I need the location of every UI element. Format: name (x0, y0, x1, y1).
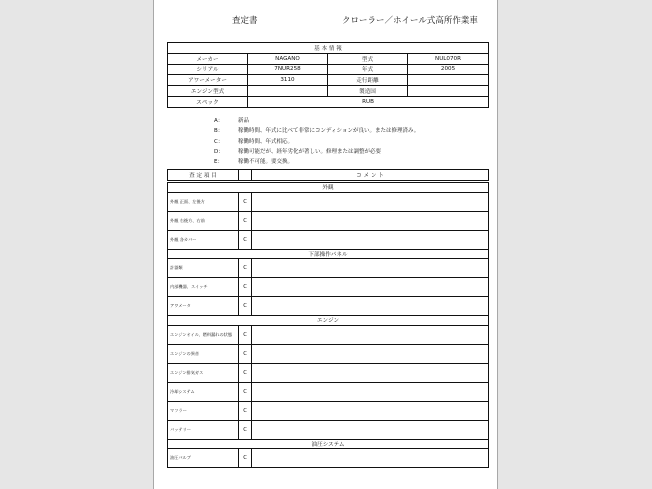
inspection-item-comment (252, 259, 489, 278)
inspection-item-grade: C (239, 278, 252, 297)
table-row (168, 86, 489, 97)
mileage-value (408, 75, 489, 86)
table-row (168, 420, 489, 439)
list-item (214, 156, 419, 166)
section-title-hydraulic: 油圧システム (168, 439, 489, 449)
serial-value: 7NUR258 (248, 64, 328, 75)
table-row (168, 297, 489, 316)
inspection-item-grade: C (239, 420, 252, 439)
inspection-item-grade: C (239, 449, 252, 468)
table-row (168, 325, 489, 344)
table-row (168, 192, 489, 211)
inspection-item-name: エンジンの異音 (168, 344, 239, 363)
inspection-item-name: 外観 各カバー (168, 230, 239, 249)
grade-code: A： (214, 118, 224, 125)
inspection-header-table (167, 169, 489, 181)
grade-code: C： (214, 138, 224, 145)
grade-description: 稼働不可能。要交換。 (238, 159, 294, 166)
comment-header: コ メ ン ト (252, 170, 489, 181)
grade-header (239, 170, 252, 181)
maker-label: メーカー (168, 53, 248, 64)
inspection-item-name: マフラー (168, 401, 239, 420)
model-value: NUL070R (408, 53, 489, 64)
inspection-item-name: アワメータ (168, 297, 239, 316)
engine-model-value (248, 86, 328, 97)
inspection-item-grade: C (239, 259, 252, 278)
table-row (168, 170, 489, 181)
inspection-item-name: エンジン排気ガス (168, 363, 239, 382)
inspection-item-grade: C (239, 211, 252, 230)
document-subtitle: クローラー／ホイール式高所作業車 (342, 16, 478, 26)
country-value (408, 86, 489, 97)
inspection-item-name: 計器類 (168, 259, 239, 278)
spec-value: RUB (248, 96, 489, 107)
table-row (168, 278, 489, 297)
inspection-item-comment (252, 297, 489, 316)
inspection-item-comment (252, 449, 489, 468)
grade-description: 稼働時間、年式に比べて非常にコンディションが良い。または修理済み。 (238, 128, 420, 135)
inspection-item-name: 冷却システム (168, 382, 239, 401)
inspection-item-comment (252, 420, 489, 439)
inspection-item-name: 外観 正面、左後方 (168, 192, 239, 211)
table-row (168, 344, 489, 363)
inspection-item-comment (252, 230, 489, 249)
inspection-item-comment (252, 192, 489, 211)
inspection-item-grade: C (239, 363, 252, 382)
grade-description: 新品 (238, 118, 250, 125)
list-item (214, 136, 419, 146)
table-row (168, 439, 489, 449)
table-row (168, 363, 489, 382)
table-row (168, 249, 489, 259)
inspection-table (167, 182, 489, 468)
maker-value: NAGANO (248, 53, 328, 64)
table-row (168, 183, 489, 193)
table-row (168, 401, 489, 420)
inspection-item-comment (252, 382, 489, 401)
inspection-item-comment (252, 363, 489, 382)
inspection-item-name: エンジンオイル、燃料漏れの状態 (168, 325, 239, 344)
inspection-item-comment (252, 344, 489, 363)
grade-code: E： (214, 159, 223, 166)
year-label: 年式 (328, 64, 408, 75)
inspection-item-grade: C (239, 230, 252, 249)
list-item (214, 146, 419, 156)
inspection-item-name: 外観 右後方、右前 (168, 211, 239, 230)
list-item (214, 115, 419, 125)
table-row (168, 382, 489, 401)
document-page (153, 0, 498, 489)
table-row (168, 53, 489, 64)
table-row (168, 316, 489, 326)
inspection-item-comment (252, 325, 489, 344)
inspection-item-grade: C (239, 344, 252, 363)
inspection-item-comment (252, 211, 489, 230)
model-label: 型式 (328, 53, 408, 64)
grade-description: 稼働時間、年式相応。 (238, 138, 294, 145)
table-row (168, 211, 489, 230)
inspection-item-grade: C (239, 192, 252, 211)
table-row (168, 64, 489, 75)
engine-model-label: エンジン型式 (168, 86, 248, 97)
table-row (168, 449, 489, 468)
table-row (168, 230, 489, 249)
inspection-item-grade: C (239, 297, 252, 316)
grade-legend (214, 115, 419, 166)
inspection-item-grade: C (239, 382, 252, 401)
grade-description: 稼働可能だが、経年劣化が著しい。修理または調整が必要 (238, 149, 382, 156)
section-title-engine: エンジン (168, 316, 489, 326)
hour-meter-label: アワーメーター (168, 75, 248, 86)
hour-meter-value: 3110 (248, 75, 328, 86)
section-title-lower-panel: 下部操作パネル (168, 249, 489, 259)
serial-label: シリアル (168, 64, 248, 75)
table-row (168, 259, 489, 278)
inspection-item-comment (252, 401, 489, 420)
inspection-item-grade: C (239, 401, 252, 420)
mileage-label: 走行距離 (328, 75, 408, 86)
table-row (168, 75, 489, 86)
table-row (168, 96, 489, 107)
table-row (168, 43, 489, 54)
spec-label: スペック (168, 96, 248, 107)
year-value: 2005 (408, 64, 489, 75)
basic-info-header: 基 本 情 報 (168, 43, 489, 54)
list-item (214, 125, 419, 135)
basic-info-table (167, 42, 489, 108)
inspection-item-name: バッテリー (168, 420, 239, 439)
inspection-item-header: 査 定 項 目 (168, 170, 239, 181)
section-title-exterior: 外観 (168, 183, 489, 193)
document-title: 査定書 (232, 16, 258, 26)
inspection-item-comment (252, 278, 489, 297)
grade-code: B： (214, 128, 224, 135)
inspection-item-grade: C (239, 325, 252, 344)
inspection-item-name: 内部機器、スイッチ (168, 278, 239, 297)
country-label: 製造国 (328, 86, 408, 97)
grade-code: D： (214, 149, 224, 156)
inspection-item-name: 油圧バルブ (168, 449, 239, 468)
